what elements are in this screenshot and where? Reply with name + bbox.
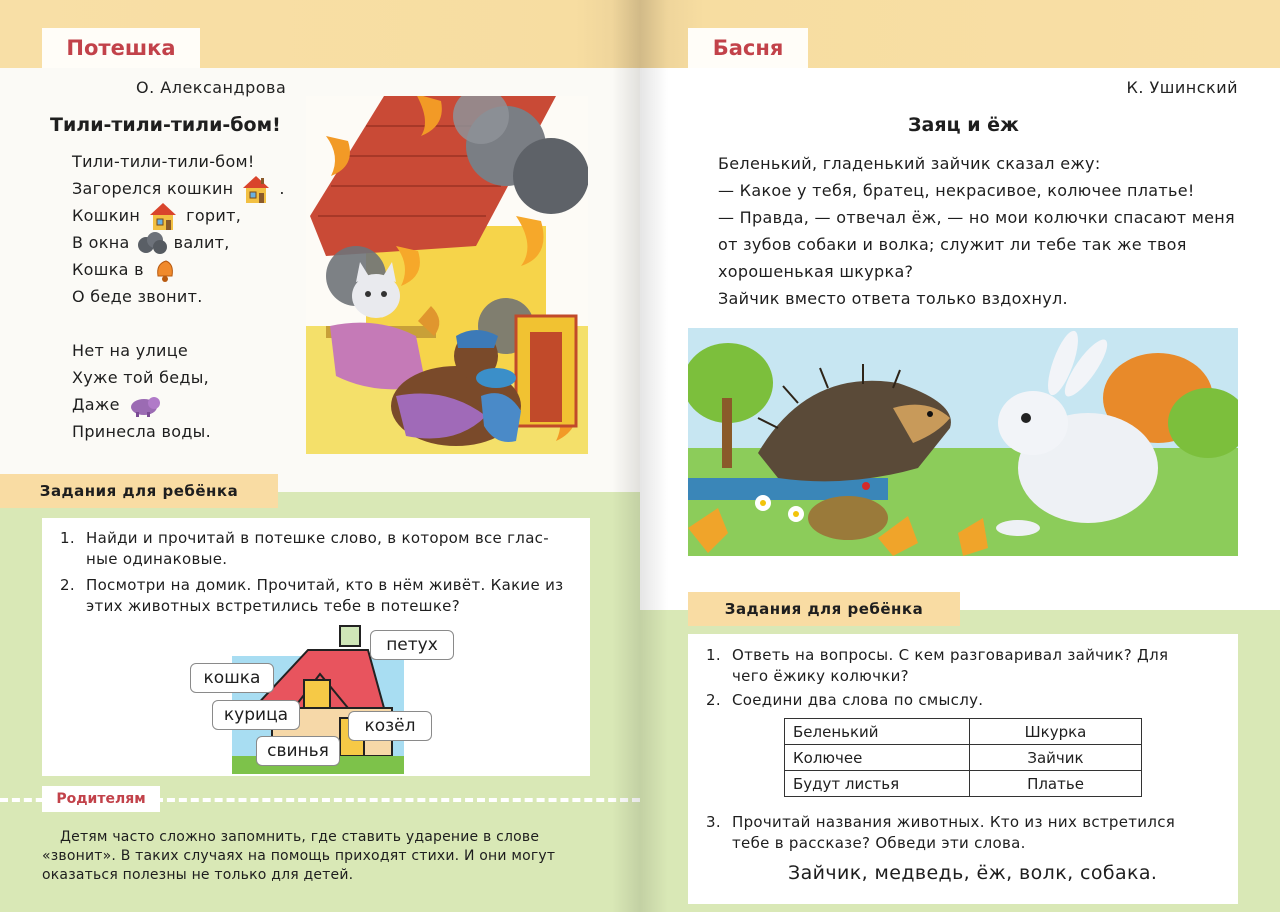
poem-line: Нет на улице	[72, 341, 189, 360]
word-chip-kuritsa: курица	[212, 700, 300, 730]
poem-line: Даже	[72, 391, 302, 418]
animals-word-list: Зайчик, медведь, ёж, волк, собака.	[788, 862, 1158, 884]
tasks-heading: Задания для ребёнка	[688, 592, 960, 626]
task-item: 3. Прочитай названия животных. Кто из них встретился тебе в рассказе? Обведи эти слова.	[706, 813, 1176, 852]
poem-line: О беде звонит.	[72, 287, 203, 306]
tasks-heading: Задания для ребёнка	[0, 474, 278, 508]
table-row: Беленький Шкурка	[785, 719, 1142, 745]
task-item: 2. Посмотри на домик. Прочитай, кто в нём живёт. Какие из этих животных встретились тебе в потешке?	[60, 576, 564, 615]
word-chip-koshka: кошка	[190, 663, 274, 693]
parents-label: Родителям	[42, 786, 160, 812]
section-label-poteshka: Потешка	[42, 28, 200, 68]
house-icon	[239, 172, 273, 206]
word-chip-svinya: свинья	[256, 736, 340, 766]
task-item: 1. Найди и прочитай в потешке слово, в котором все глас-ные одинаковые.	[60, 529, 549, 568]
poem-line: Хуже той беды,	[72, 368, 210, 387]
bell-icon	[150, 256, 178, 284]
poem-line: Загорелся кошкин .	[72, 175, 302, 202]
hare-hedgehog-illustration	[688, 328, 1238, 556]
poem-title: Тили-тили-тили-бом!	[50, 114, 281, 136]
parents-note: Детям часто сложно запомнить, где ставить ударение в слове «звонит». В таких случаях на помощь приходят стихи. И они могут оказаться полезны не только для детей.	[42, 829, 556, 883]
poem-line: В окна валит,	[72, 229, 302, 256]
story-author: К. Ушинский	[1126, 78, 1238, 97]
word-chip-petukh: петух	[370, 630, 454, 660]
poem-line: Тили-тили-тили-бом!	[72, 152, 255, 171]
section-label-basnya: Басня	[688, 28, 808, 68]
task-item: 2. Соедини два слова по смыслу.	[706, 691, 984, 709]
poem	[72, 148, 302, 445]
table-row: Будут листья Платье	[785, 771, 1142, 797]
story-paragraph: Беленький, гладенький зайчик сказал ежу:	[718, 154, 1101, 173]
story-paragraph: — Какое у тебя, братец, некрасивое, колючее платье!	[718, 181, 1195, 200]
poem-line: Принесла воды.	[72, 422, 212, 441]
burning-house-illustration	[306, 96, 588, 454]
poem-line: Кошкин горит,	[72, 202, 302, 229]
poem-line: Кошка в	[72, 256, 302, 283]
smoke-cloud-icon	[136, 230, 168, 256]
pig-icon	[126, 391, 162, 419]
table-row: Колючее Зайчик	[785, 745, 1142, 771]
story-text	[718, 150, 1238, 312]
story-paragraph: — Правда, — отвечал ёж, — но мои колючки спасают меня от зубов собаки и волка; служит ли тебе так же твоя хорошенькая шкурка?	[718, 208, 1235, 281]
right-page	[640, 0, 1280, 912]
match-table	[784, 718, 1142, 797]
task-item: 1. Ответь на вопросы. С кем разговаривал зайчик? Для чего ёжику колючки?	[706, 646, 1169, 685]
story-paragraph: Зайчик вместо ответа только вздохнул.	[718, 289, 1068, 308]
tasks-box	[42, 518, 590, 776]
house-icon	[146, 199, 180, 233]
word-chip-kozyol: козёл	[348, 711, 432, 741]
story-title: Заяц и ёж	[908, 114, 1019, 136]
tasks-box	[688, 634, 1238, 904]
poem-author: О. Александрова	[136, 78, 287, 97]
